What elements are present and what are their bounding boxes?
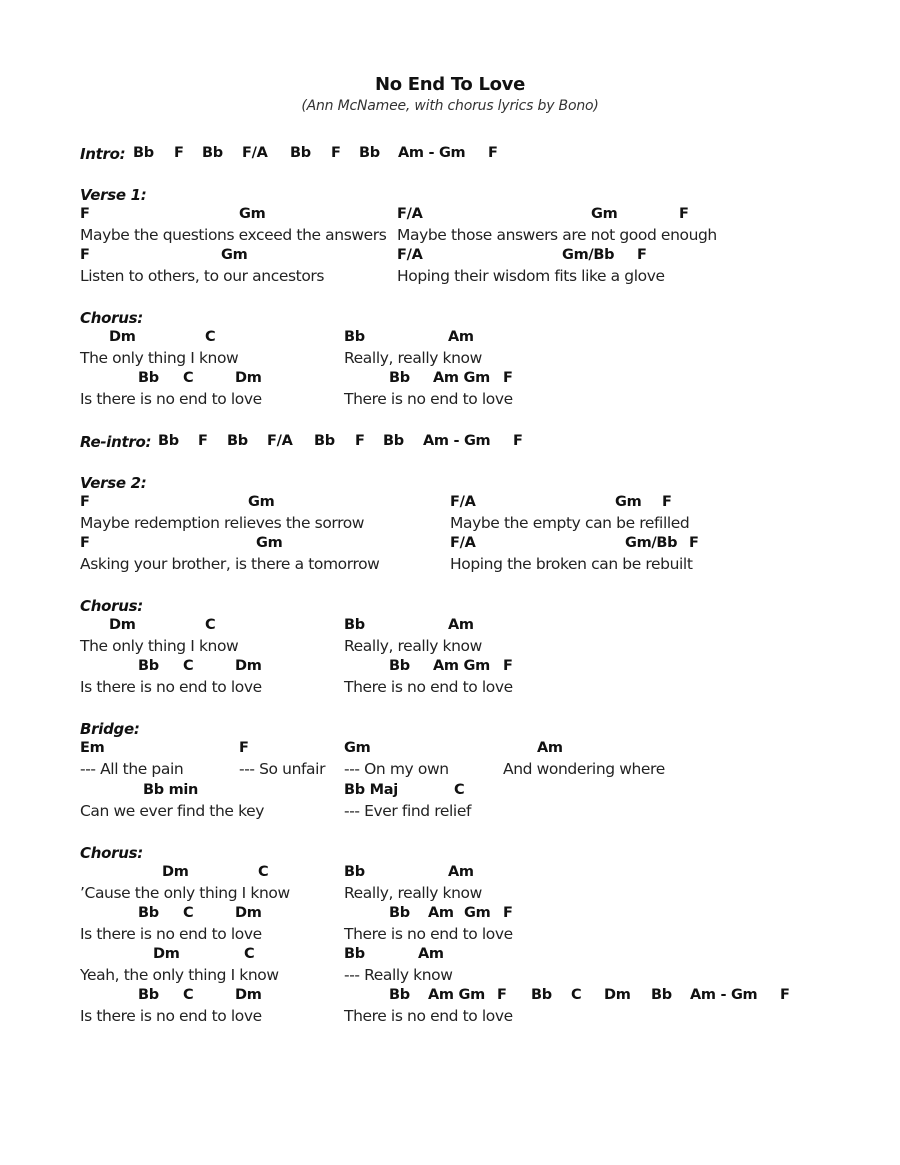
chord: C bbox=[183, 370, 194, 386]
chord: F bbox=[497, 987, 507, 1003]
chord: Am Gm bbox=[428, 987, 485, 1003]
lyric: Maybe the empty can be refilled bbox=[450, 514, 690, 532]
chord: Dm bbox=[109, 617, 136, 633]
chord: C bbox=[244, 946, 255, 962]
chord: Am - Gm bbox=[690, 987, 758, 1003]
lyric-line bbox=[0, 349, 900, 369]
chord: F bbox=[780, 987, 790, 1003]
chord-line bbox=[0, 864, 900, 884]
lyric: The only thing I know bbox=[80, 349, 239, 367]
chord: F bbox=[488, 145, 498, 161]
lyric-line bbox=[0, 678, 900, 698]
lyric: Hoping the broken can be rebuilt bbox=[450, 555, 693, 573]
chord-line bbox=[0, 206, 900, 226]
chord: F/A bbox=[242, 145, 268, 161]
chord-line bbox=[0, 987, 900, 1007]
chord: C bbox=[571, 987, 582, 1003]
chord: Am Gm bbox=[433, 370, 490, 386]
chorus3-label-line bbox=[0, 844, 900, 864]
chord: Gm bbox=[615, 494, 642, 510]
lyric: --- On my own bbox=[344, 760, 449, 778]
chord: Am bbox=[428, 905, 454, 921]
chord: Bb bbox=[133, 145, 154, 161]
chord: Dm bbox=[162, 864, 189, 880]
section-label-verse1: Verse 1: bbox=[80, 186, 147, 204]
chord: Dm bbox=[235, 658, 262, 674]
chord: Bb bbox=[389, 658, 410, 674]
chord: Bb bbox=[138, 658, 159, 674]
chord: F bbox=[198, 433, 208, 449]
chord: Bb bbox=[389, 987, 410, 1003]
chord: F/A bbox=[267, 433, 293, 449]
chord: Am bbox=[537, 740, 563, 756]
song-title: No End To Love bbox=[374, 74, 526, 95]
lyric: The only thing I know bbox=[80, 637, 239, 655]
chord: Bb min bbox=[143, 782, 199, 798]
lyric-line bbox=[0, 555, 900, 575]
lyric: Maybe redemption relieves the sorrow bbox=[80, 514, 365, 532]
lyric-line bbox=[0, 760, 900, 780]
lyric: Maybe the questions exceed the answers bbox=[80, 226, 387, 244]
chorus2-label-line bbox=[0, 597, 900, 617]
chord-line bbox=[0, 535, 900, 555]
chord: Bb bbox=[389, 370, 410, 386]
lyric-line bbox=[0, 925, 900, 945]
lyric-line bbox=[0, 802, 900, 822]
chord: F bbox=[662, 494, 672, 510]
chord: Bb bbox=[389, 905, 410, 921]
lyric: There is no end to love bbox=[344, 678, 513, 696]
chord: F bbox=[80, 247, 90, 263]
lyric: Really, really know bbox=[344, 349, 482, 367]
section-label-bridge: Bridge: bbox=[80, 720, 140, 738]
chord: C bbox=[258, 864, 269, 880]
chord-line bbox=[0, 617, 900, 637]
lyric: --- Really know bbox=[344, 966, 453, 984]
lyric-line bbox=[0, 637, 900, 657]
chord: F bbox=[80, 535, 90, 551]
chord: Bb bbox=[651, 987, 672, 1003]
chord: Gm/Bb bbox=[562, 247, 615, 263]
verse2-label-line bbox=[0, 474, 900, 494]
section-label-intro: Intro: bbox=[80, 145, 126, 163]
chord: Dm bbox=[109, 329, 136, 345]
chord: Am - Gm bbox=[423, 433, 491, 449]
chord: Bb bbox=[227, 433, 248, 449]
chord: Bb bbox=[138, 987, 159, 1003]
chord: Am - Gm bbox=[398, 145, 466, 161]
chord: Dm bbox=[235, 905, 262, 921]
chord: Dm bbox=[235, 987, 262, 1003]
chord-line bbox=[0, 946, 900, 966]
lyric: Really, really know bbox=[344, 637, 482, 655]
chord: Gm bbox=[239, 206, 266, 222]
chord: Bb bbox=[383, 433, 404, 449]
chord: C bbox=[183, 658, 194, 674]
lyric-line bbox=[0, 226, 900, 246]
chord: Am Gm bbox=[433, 658, 490, 674]
chord: C bbox=[183, 987, 194, 1003]
chord: Bb bbox=[344, 946, 365, 962]
lyric-line bbox=[0, 1007, 900, 1027]
chord: C bbox=[183, 905, 194, 921]
lyric-line bbox=[0, 884, 900, 904]
lyric: Really, really know bbox=[344, 884, 482, 902]
chord: Gm bbox=[256, 535, 283, 551]
chord: Bb bbox=[202, 145, 223, 161]
chord: Am bbox=[448, 329, 474, 345]
lyric: Listen to others, to our ancestors bbox=[80, 267, 325, 285]
lyric: --- All the pain bbox=[80, 760, 184, 778]
chord: F bbox=[513, 433, 523, 449]
chord-line bbox=[0, 658, 900, 678]
chord: Bb bbox=[344, 617, 365, 633]
chord: Gm bbox=[221, 247, 248, 263]
lyric: --- So unfair bbox=[239, 760, 326, 778]
chord: F bbox=[80, 494, 90, 510]
intro-line bbox=[0, 145, 900, 165]
lyric-line bbox=[0, 390, 900, 410]
chord: F bbox=[80, 206, 90, 222]
reintro-line bbox=[0, 433, 900, 453]
lyric: And wondering where bbox=[503, 760, 665, 778]
lyric: There is no end to love bbox=[344, 1007, 513, 1025]
lyric-line bbox=[0, 966, 900, 986]
chorus1-label-line bbox=[0, 309, 900, 329]
chord: C bbox=[454, 782, 465, 798]
lyric: Yeah, the only thing I know bbox=[80, 966, 279, 984]
chord: C bbox=[205, 329, 216, 345]
chord: F bbox=[679, 206, 689, 222]
chord-line bbox=[0, 905, 900, 925]
chord: F/A bbox=[450, 535, 476, 551]
section-label-reintro: Re-intro: bbox=[80, 433, 152, 451]
chord: Dm bbox=[153, 946, 180, 962]
chord: Gm bbox=[248, 494, 275, 510]
chord: Gm bbox=[591, 206, 618, 222]
chord: F bbox=[503, 370, 513, 386]
song-subtitle: (Ann McNamee, with chorus lyrics by Bono) bbox=[301, 98, 599, 114]
chord: F/A bbox=[397, 206, 423, 222]
chord: F bbox=[331, 145, 341, 161]
chord: Bb bbox=[138, 905, 159, 921]
chord: Bb bbox=[290, 145, 311, 161]
section-label-verse2: Verse 2: bbox=[80, 474, 147, 492]
chord: Am bbox=[448, 617, 474, 633]
chord: F bbox=[503, 658, 513, 674]
lyric: Can we ever find the key bbox=[80, 802, 265, 820]
verse1-label-line bbox=[0, 186, 900, 206]
chord: Bb bbox=[344, 864, 365, 880]
chord: Bb bbox=[314, 433, 335, 449]
chord: F/A bbox=[450, 494, 476, 510]
chord: Gm bbox=[464, 905, 491, 921]
lyric: There is no end to love bbox=[344, 925, 513, 943]
chord: Dm bbox=[235, 370, 262, 386]
lyric-line bbox=[0, 514, 900, 534]
chord: F/A bbox=[397, 247, 423, 263]
lyric: --- Ever find relief bbox=[344, 802, 472, 820]
lyric: Is there is no end to love bbox=[80, 925, 262, 943]
chord-line bbox=[0, 494, 900, 514]
chord: Bb bbox=[531, 987, 552, 1003]
section-label-chorus: Chorus: bbox=[80, 597, 143, 615]
lyric-line bbox=[0, 267, 900, 287]
chord-line bbox=[0, 247, 900, 267]
lyric: Is there is no end to love bbox=[80, 678, 262, 696]
chord: Am bbox=[418, 946, 444, 962]
lyric: Maybe those answers are not good enough bbox=[397, 226, 717, 244]
chord-line bbox=[0, 329, 900, 349]
chord-line bbox=[0, 370, 900, 390]
lyric: Asking your brother, is there a tomorrow bbox=[80, 555, 380, 573]
chord: Bb bbox=[158, 433, 179, 449]
chord: F bbox=[355, 433, 365, 449]
chord: F bbox=[503, 905, 513, 921]
chord: F bbox=[637, 247, 647, 263]
chord: C bbox=[205, 617, 216, 633]
chord-line bbox=[0, 782, 900, 802]
chord: Bb bbox=[344, 329, 365, 345]
chord: Bb bbox=[359, 145, 380, 161]
chord: F bbox=[239, 740, 249, 756]
lyric: There is no end to love bbox=[344, 390, 513, 408]
lyric: ’Cause the only thing I know bbox=[80, 884, 290, 902]
chord: Bb Maj bbox=[344, 782, 398, 798]
chord: Am bbox=[448, 864, 474, 880]
section-label-chorus: Chorus: bbox=[80, 309, 143, 327]
chord: Gm bbox=[344, 740, 371, 756]
lyric: Is there is no end to love bbox=[80, 390, 262, 408]
chord-line bbox=[0, 740, 900, 760]
chord: Em bbox=[80, 740, 105, 756]
chord: F bbox=[689, 535, 699, 551]
lyric: Hoping their wisdom fits like a glove bbox=[397, 267, 665, 285]
chord: Gm/Bb bbox=[625, 535, 678, 551]
section-label-chorus: Chorus: bbox=[80, 844, 143, 862]
lyric: Is there is no end to love bbox=[80, 1007, 262, 1025]
chord: Dm bbox=[604, 987, 631, 1003]
chord: Bb bbox=[138, 370, 159, 386]
bridge-label-line bbox=[0, 720, 900, 740]
chord: F bbox=[174, 145, 184, 161]
